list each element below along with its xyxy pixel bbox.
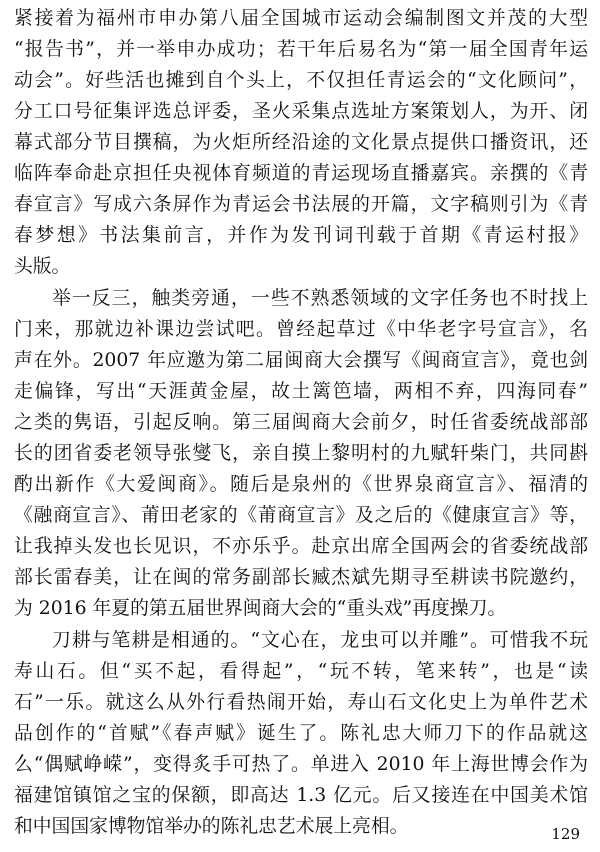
- paragraph-3-line-6: 福建馆镇馆之宝的保额，即高达 1.3 亿元。后又接连在中国美术馆: [14, 785, 588, 806]
- paragraph-1-line-3: 动会”。好些活也摊到自个头上，不仅担任青运会的“文化顾问”，: [14, 70, 588, 91]
- paragraph-1-line-4: 分工口号征集评选总评委，圣火采集点选址方案策划人，为开、闭: [14, 101, 588, 122]
- paragraph-1-line-9: 头版。: [14, 256, 71, 277]
- paragraph-3-line-2: 寿山石。但“买不起，看得起”，“玩不转，笔来转”，也是“读: [14, 661, 588, 682]
- paragraph-1-line-6: 临阵奉命赴京担任央视体育频道的青运现场直播嘉宾。亲撰的《青: [14, 163, 588, 184]
- paragraph-2-line-2: 门来，那就边补课边尝试吧。曾经起草过《中华老字号宣言》，名: [14, 319, 588, 340]
- paragraph-2-line-8: 《融商宣言》、莆田老家的《莆商宣言》及之后的《健康宣言》等，: [14, 505, 588, 526]
- paragraph-2-line-11: 为 2016 年夏的第五届世界闽商大会的“重头戏”再度操刀。: [14, 598, 507, 619]
- page-number: 129: [551, 825, 580, 843]
- paragraph-2-line-1: 举一反三，触类旁通，一些不熟悉领域的文字任务也不时找上: [52, 288, 588, 309]
- paragraph-2-line-10: 部长雷春美，让在闽的常务副部长臧杰斌先期寻至耕读书院邀约，: [14, 567, 588, 588]
- paragraph-2-line-4: 走偏锋，写出“天涯黄金屋，故土篱笆墙，两相不弃，四海同春”: [14, 381, 588, 402]
- paragraph-1-line-7: 春宣言》写成六条屏作为青运会书法展的开篇，文字稿则引为《青: [14, 194, 588, 215]
- paragraph-2-line-9: 让我掉头发也长见识，不亦乐乎。赴京出席全国两会的省委统战部: [14, 536, 588, 557]
- paragraph-3-line-7: 和中国国家博物馆举办的陈礼忠艺术展上亮相。: [14, 816, 409, 837]
- paragraph-3-line-3: 石”一乐。就这么从外行看热闹开始，寿山石文化史上为单件艺术: [14, 692, 588, 713]
- paragraph-1-line-2: “报告书”，并一举申办成功；若干年后易名为“第一届全国青年运: [14, 39, 588, 60]
- paragraph-3-line-5: 么“偶赋峥嵘”，变得炙手可热了。单进入 2010 年上海世博会作为: [14, 754, 588, 775]
- paragraph-3-line-4: 品创作的“首赋”《春声赋》诞生了。陈礼忠大师刀下的作品就这: [14, 723, 588, 744]
- paragraph-3-line-1: 刀耕与笔耕是相通的。“文心在，龙虫可以并雕”。可惜我不玩: [52, 630, 588, 651]
- paragraph-2-line-5: 之类的隽语，引起反响。第三届闽商大会前夕，时任省委统战部部: [14, 412, 588, 433]
- paragraph-1-line-1: 紧接着为福州市申办第八届全国城市运动会编制图文并茂的大型: [14, 8, 588, 29]
- paragraph-1-line-8: 春梦想》书法集前言，并作为发刊词刊载于首期《青运村报》: [14, 225, 588, 246]
- paragraph-2-line-7: 酌出新作《大爱闽商》。随后是泉州的《世界泉商宣言》、福清的: [14, 474, 588, 495]
- paragraph-2-line-6: 长的团省委老领导张燮飞，亲自摸上黎明村的九赋轩柴门，共同斟: [14, 443, 588, 464]
- paragraph-1-line-5: 幕式部分节目撰稿，为火炬所经沿途的文化景点提供口播资讯，还: [14, 132, 588, 153]
- paragraph-2-line-3: 声在外。2007 年应邀为第二届闽商大会撰写《闽商宣言》，竟也剑: [14, 350, 588, 371]
